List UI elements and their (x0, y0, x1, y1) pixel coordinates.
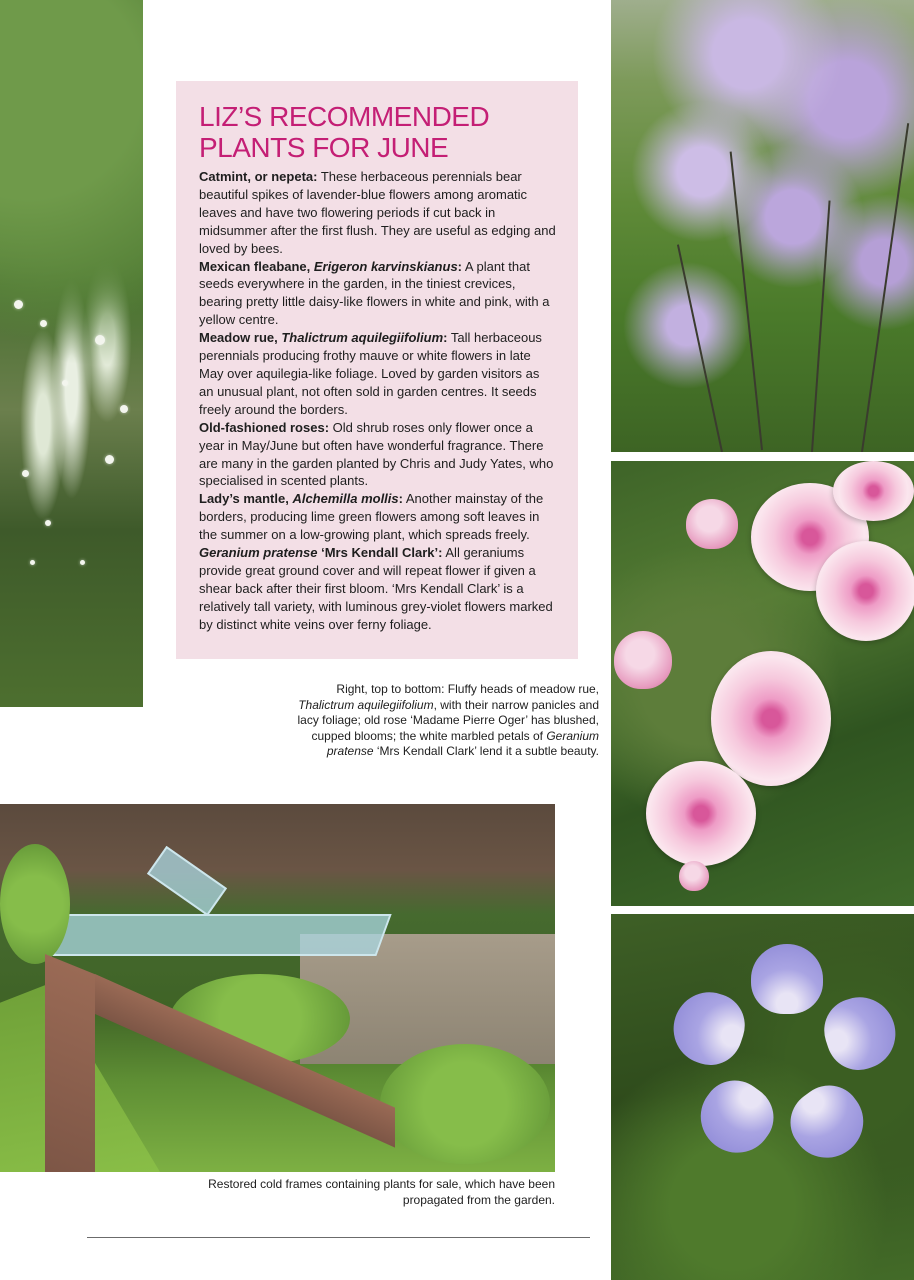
geranium-photo (611, 914, 914, 1280)
plant-description: Tall herbaceous perennials producing frothy mauve or white flowers in late May over aquilegia-like foliage. Loved by garden visitors as an unusual plant, not often sold in garden centres. It seeds freely around the borders. (199, 330, 542, 417)
plant-description: Old shrub roses only flower once a year in May/June but often have wonderful fragrance. There are many in the garden planted by Chris and Judy Yates, who specialised in scented plants. (199, 419, 554, 489)
plant-entry-fleabane (199, 258, 556, 330)
plant-name: Mexican fleabane, (199, 258, 314, 274)
photo-caption-cold-frames: Restored cold frames containing plants for sale, which have been propagated from the garden. (208, 1177, 555, 1207)
plant-name-tail: : (443, 330, 448, 346)
plant-name: Meadow rue, (199, 330, 282, 346)
caption-latin-name: Geranium pratense (326, 728, 599, 759)
plant-description: All geraniums provide great ground cover and will repeat flower if given a shear back after their first bloom. ‘Mrs Kendall Clark’ is a relatively tall variety, with luminous grey-violet flowers marked by distinct white veins over ferny foliage. (199, 545, 553, 632)
plant-entry-roses (199, 419, 556, 491)
plant-description: A plant that seeds everywhere in the garden, in the tiniest crevices, bearing pretty little daisy-like flowers in white and pink, with a yellow centre. (199, 258, 550, 328)
plant-name-tail: ‘Mrs Kendall Clark’: (317, 545, 443, 561)
recommended-plants-box (176, 81, 578, 659)
plant-name-tail: : (457, 258, 463, 274)
plant-description: Another mainstay of the borders, producing lime green flowers among soft leaves in the summer on a low-growing plant, which spreads freely. (199, 491, 544, 543)
garden-border-photo (0, 0, 143, 707)
photo-caption-right (290, 682, 599, 760)
plant-latin-name: Geranium pratense (199, 545, 318, 561)
plant-name-tail: : (398, 491, 403, 507)
plant-name: Catmint, or nepeta: (199, 169, 318, 184)
plant-latin-name: Alchemilla mollis (292, 491, 399, 507)
meadow-rue-photo (611, 0, 914, 452)
caption-text: Right, top to bottom: Fluffy heads of meadow rue, (336, 682, 599, 696)
plant-entry-geranium (199, 544, 556, 634)
cold-frames-photo (0, 804, 555, 1172)
footer-divider (87, 1237, 590, 1238)
plant-description: These herbaceous perennials bear beautiful spikes of lavender-blue flowers among aromatic leaves and have two flowering periods if cut back in midsummer after the first flush. They are useful as edging and loved by bees. (199, 169, 556, 256)
caption-text: , with their narrow panicles and lacy foliage; old rose ‘Madame Pierre Oger’ has blushed, cupped blooms; the white marbled petals of (297, 697, 599, 743)
plant-name: Old-fashioned roses: (199, 419, 330, 435)
box-title: LIZ’S RECOMMENDED PLANTS FOR JUNE (199, 101, 490, 163)
old-rose-photo (611, 461, 914, 906)
plant-latin-name: Thalictrum aquilegiifolium (281, 330, 444, 346)
plant-entry-ladys-mantle (199, 490, 556, 544)
plant-entry-meadow-rue (199, 329, 556, 419)
caption-text: ‘Mrs Kendall Clark’ lend it a subtle beauty. (373, 744, 599, 759)
plant-name: Lady’s mantle, (199, 491, 293, 507)
plant-latin-name: Erigeron karvinskianus (313, 258, 458, 274)
caption-latin-name: Thalictrum aquilegiifolium (298, 697, 434, 712)
plant-entry-catmint (199, 168, 556, 258)
